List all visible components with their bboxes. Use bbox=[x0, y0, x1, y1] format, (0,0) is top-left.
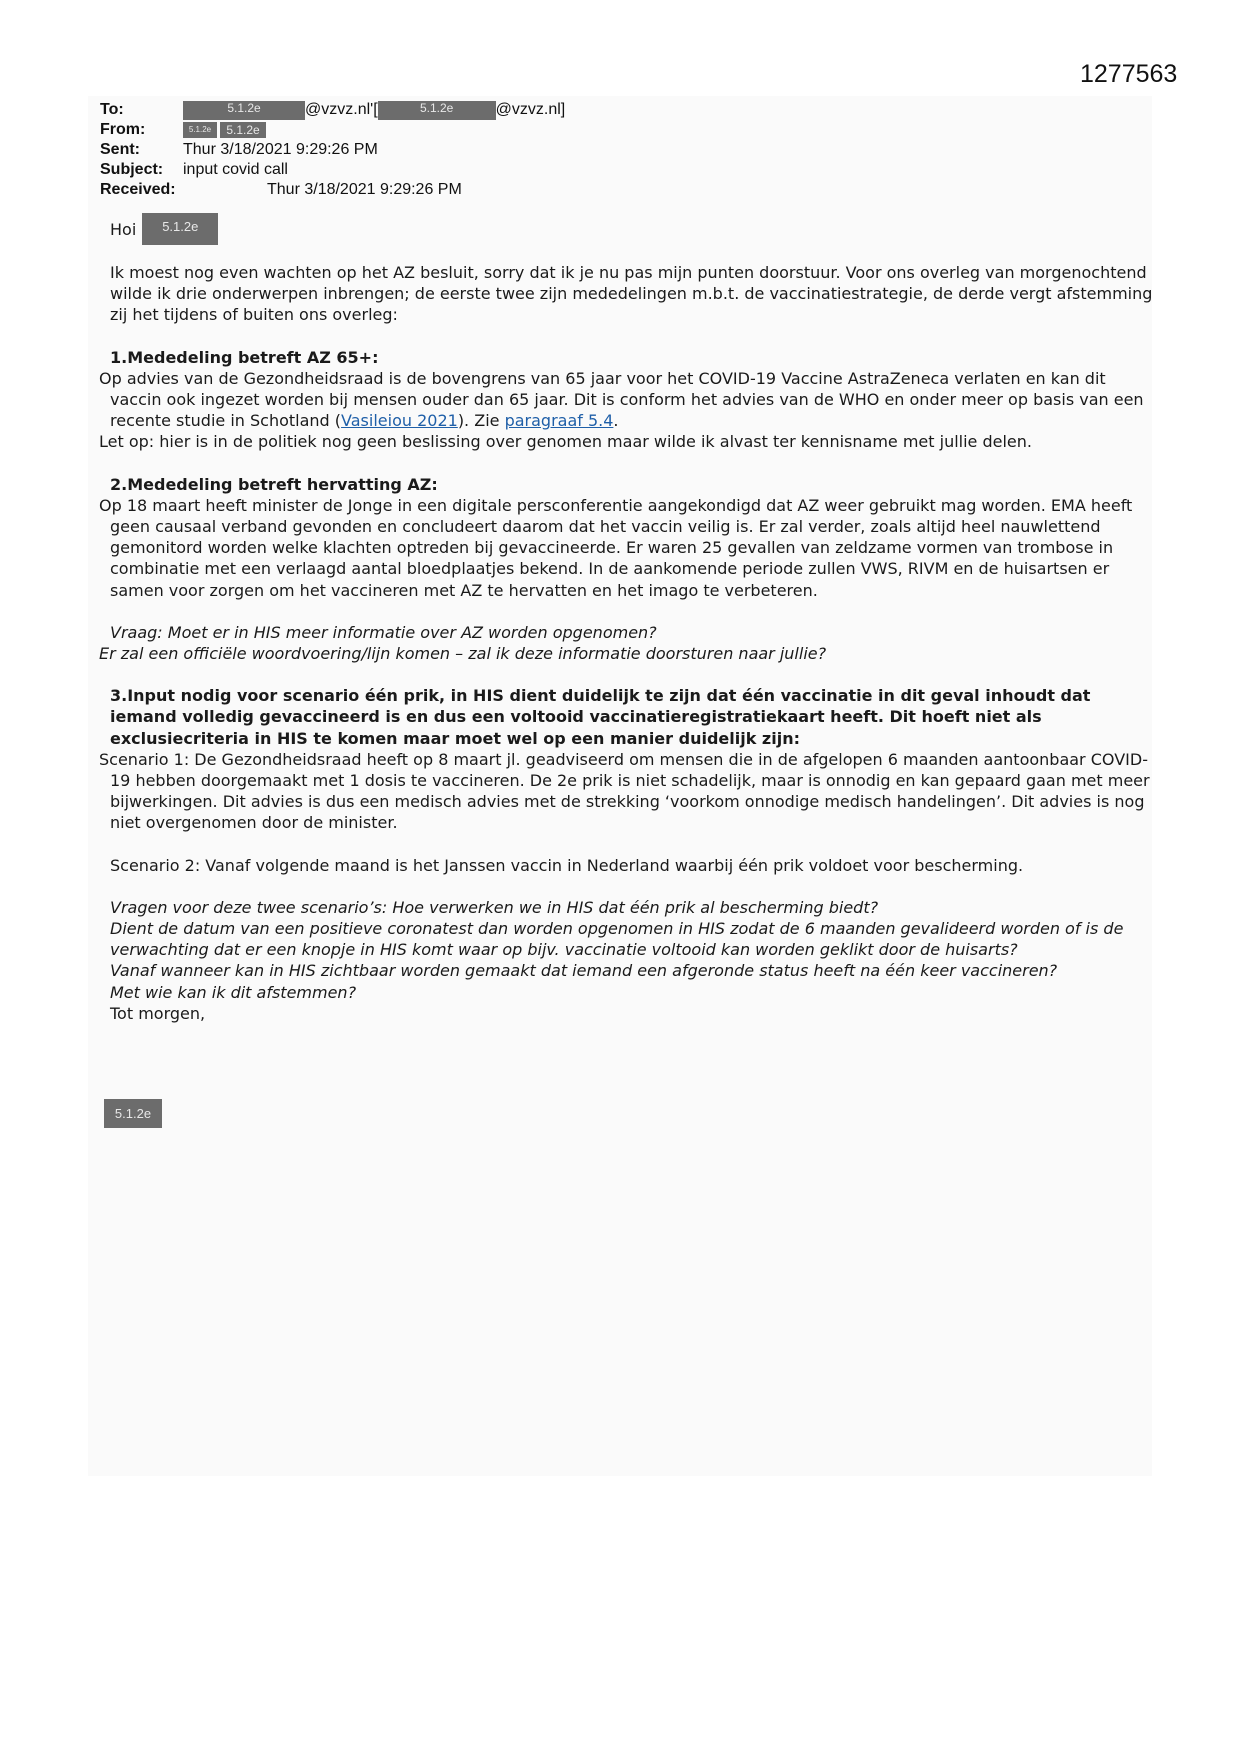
greeting bbox=[110, 213, 218, 245]
received-label: Received: bbox=[100, 181, 176, 198]
from-row bbox=[100, 120, 565, 140]
closing-text: Tot morgen, bbox=[110, 1003, 206, 1023]
redaction-box: 5.1.2e bbox=[378, 101, 496, 120]
question-1: Vragen voor deze twee scenario’s: Hoe verwerken we in HIS dat één prik al bescherming biedt? bbox=[110, 897, 879, 917]
section1-heading: 1.Mededeling betreft AZ 65+: bbox=[110, 347, 379, 367]
section2-question: Vraag: Moet er in HIS meer informatie over AZ worden opgenomen? bbox=[110, 622, 657, 642]
sent-value: Thur 3/18/2021 9:29:26 PM bbox=[183, 141, 378, 158]
redaction-box: 5.1.2e bbox=[142, 213, 218, 245]
section1-text-c: . bbox=[613, 411, 619, 431]
sent-label: Sent: bbox=[100, 141, 140, 158]
subject-label: Subject: bbox=[100, 161, 164, 178]
signature bbox=[104, 1099, 162, 1128]
section3-heading: 3.Input nodig voor scenario één prik, in HIS dient duidelijk te zijn dat één vaccinatie in dit geval inhoudt dat iemand volledig gevaccineerd is en dus een voltooid vaccinatieregistratiekaart heeft. Dit hoeft niet als exclusiecriteria in HIS te komen maar moet wel op een manier duidelijk zijn: bbox=[110, 686, 1091, 748]
scenario2-paragraph: Scenario 2: Vanaf volgende maand is het Janssen vaccin in Nederland waarbij één prik voldoet voor bescherming. bbox=[110, 855, 1024, 875]
redaction-box: 5.1.2e bbox=[104, 1099, 162, 1128]
subject-row bbox=[100, 160, 565, 180]
intro-paragraph: Ik moest nog even wachten op het AZ besluit, sorry dat ik je nu pas mijn punten doorstuur. Voor ons overleg van morgenochtend wilde ik drie onderwerpen inbrengen; de eerste twee zijn mededelingen m.b.t. de vaccinatiestrategie, de derde vergt afstemming zij het tijdens of buiten ons overleg: bbox=[110, 263, 1153, 325]
section2-paragraph: Op 18 maart heeft minister de Jonge in een digitale persconferentie aangekondigd dat AZ weer gebruikt mag worden. EMA heeft geen causaal verband gevonden en concludeert daarom dat het vaccin veilig is. Er zal verder, zoals altijd heel nauwlettend gemonitord worden welke klachten optreden bij gevaccineerde. Er waren 25 gevallen van zeldzame vormen van trombose in combinatie met een verlaagd aantal bloedplaatjes bekend. In de aankomende periode zullen VWS, RIVM en de huisartsen er samen voor zorgen om het vaccineren met AZ te hervatten en het imago te verbeteren. bbox=[99, 495, 1133, 600]
received-row bbox=[100, 180, 565, 200]
redaction-box: 5.1.2e bbox=[183, 101, 305, 120]
section1-text-b: ). Zie bbox=[457, 411, 505, 431]
to-row bbox=[100, 100, 565, 120]
greeting-text: Hoi bbox=[110, 219, 137, 239]
section1-note: Let op: hier is in de politiek nog geen beslissing over genomen maar wilde ik alvast ter kennisname met jullie delen. bbox=[99, 432, 1032, 452]
to-label: To: bbox=[100, 101, 124, 118]
section2-question2: Er zal een officiële woordvoering/lijn komen – zal ik deze informatie doorsturen naar jullie? bbox=[99, 644, 827, 664]
from-label: From: bbox=[100, 121, 146, 138]
question-2: Dient de datum van een positieve coronatest dan worden opgenomen in HIS zodat de 6 maanden gevalideerd worden of is de verwachting dat er een knopje in HIS komt waar op bijv. vaccinatie voltooid kan worden geklikt door de huisarts? bbox=[110, 919, 1124, 960]
section2-heading: 2.Mededeling betreft hervatting AZ: bbox=[110, 474, 438, 494]
received-value: Thur 3/18/2021 9:29:26 PM bbox=[267, 181, 462, 198]
document-number: 1277563 bbox=[1080, 60, 1178, 88]
redaction-box: 5.1.2e bbox=[183, 122, 217, 138]
vasileiou-link[interactable]: Vasileiou 2021 bbox=[341, 411, 458, 431]
redaction-box: 5.1.2e bbox=[220, 122, 266, 138]
sent-row bbox=[100, 140, 565, 160]
email-body bbox=[99, 262, 1159, 1024]
question-4: Met wie kan ik dit afstemmen? bbox=[110, 982, 357, 1002]
section1-text-a: Op advies van de Gezondheidsraad is de bovengrens van 65 jaar voor het COVID-19 Vaccine AstraZeneca verlaten en kan dit vaccin ook ingezet worden bij mensen ouder dan 65 jaar. Dit is conform het advies van de WHO en onder meer op basis van een recente studie in Schotland ( bbox=[99, 368, 1144, 431]
section1-paragraph bbox=[99, 368, 1159, 432]
subject-value: input covid call bbox=[183, 161, 288, 178]
to-domain-end: @vzvz.nl] bbox=[495, 101, 566, 118]
scenario1-paragraph: Scenario 1: De Gezondheidsraad heeft op 8 maart jl. geadviseerd om mensen die in de afgelopen 6 maanden aantoonbaar COVID-19 hebben doorgemaakt met 1 dosis te vaccineren. De 2e prik is niet schadelijk, maar is onnodig en kan gepaard gaan met meer bijwerkingen. Dit advies is dus een medisch advies met de strekking ‘voorkom onnodige medisch handelingen’. Dit advies is nog niet overgenomen door de minister. bbox=[99, 749, 1150, 833]
email-header bbox=[100, 100, 565, 200]
paragraaf-link[interactable]: paragraaf 5.4 bbox=[504, 411, 614, 431]
question-3: Vanaf wanneer kan in HIS zichtbaar worden gemaakt dat iemand een afgeronde status heeft na één keer vaccineren? bbox=[110, 961, 1058, 981]
to-domain: @vzvz.nl'[ bbox=[305, 101, 378, 118]
